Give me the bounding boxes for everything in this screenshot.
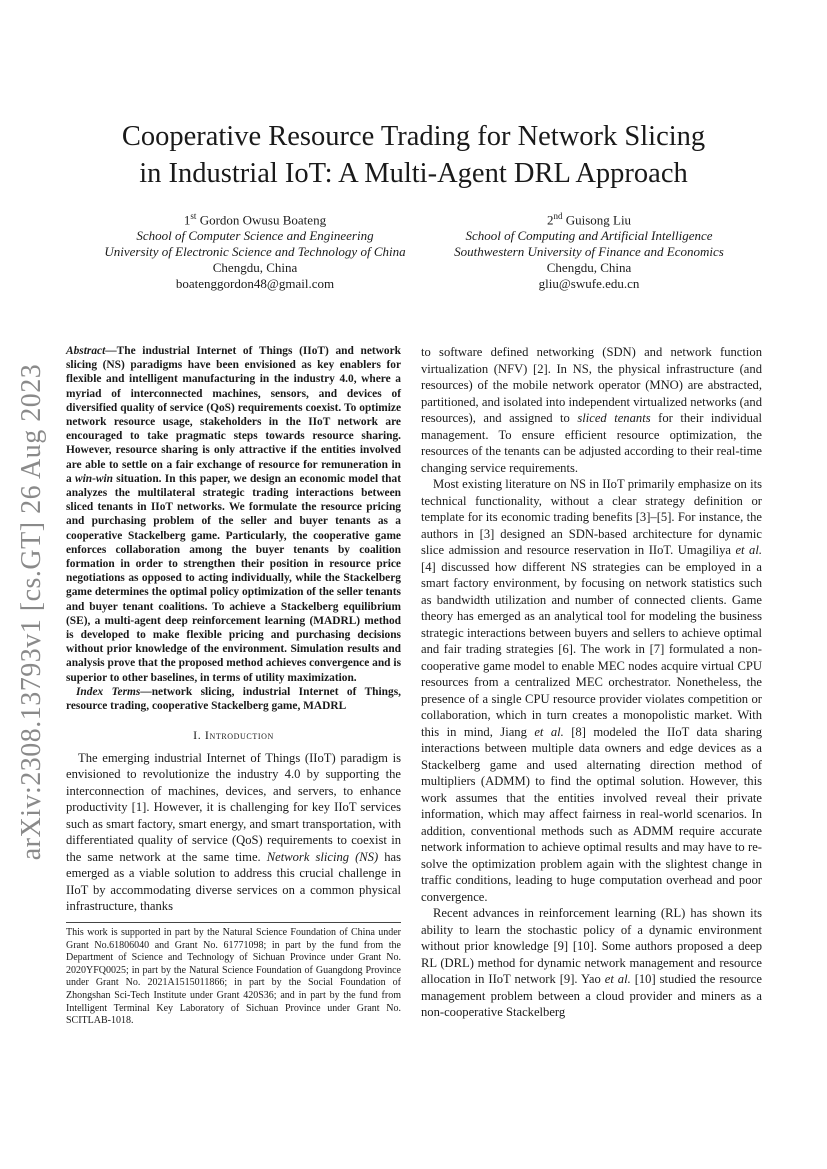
author-name: 2nd Guisong Liu <box>546 211 632 228</box>
funding-footnote: This work is supported in part by the Natural Science Foundation of China under Grant No.61806040 and Grant No. 61771098; in part by the fund from the Department of Science and Technology of Sichuan Province under Grant No. 2020YFQ0025; in part by the Natural Science Foundation of Guangdong Province under Grant No. 2021A1515011866; in part by the Social Foundation of Zhongshan Sci-Tech Institute under Grant 420S36; and in part by the fund from Intelligent Terminal Key Laboratory of Sichuan Province under Grant No. SCITLAB-1018. <box>66 922 401 1028</box>
author-block-1 <box>90 208 420 292</box>
index-terms: Index Terms—network slicing, industrial Internet of Things, resource trading, cooperative Stackelberg game, MADRL <box>66 685 401 713</box>
section-heading-introduction: I. Introduction <box>193 728 274 743</box>
author-email: boatenggordon48@gmail.com <box>175 276 335 292</box>
right-column <box>421 344 762 1021</box>
author-institution: University of Electronic Science and Technology of China <box>104 244 406 260</box>
arxiv-sidebar <box>10 352 54 872</box>
author-block-2 <box>444 208 734 292</box>
author-name: 1st Gordon Owusu Boateng <box>183 211 327 228</box>
author-city: Chengdu, China <box>546 260 632 276</box>
author-institution: Southwestern University of Finance and Economics <box>454 244 724 260</box>
author-affiliation: School of Computing and Artificial Intelligence <box>465 228 713 244</box>
author-affiliation: School of Computer Science and Engineering <box>136 228 374 244</box>
abstract: Abstract—The industrial Internet of Things (IIoT) and network slicing (NS) paradigms have been envisioned as key enablers for flexible and intelligent manufacturing in the industry 4.0, where a myriad of interconnected machines, sensors, and devices of diversified quality of service (QoS) requirements coexist. To optimize network resource usage, stakeholders in the IIoT network are encouraged to take pragmatic steps towards resource sharing. However, resource sharing is only attractive if the entities involved are able to settle on a fair exchange of resource for remuneration in a win-win situation. In this paper, we design an economic model that analyzes the multilateral strategic trading interactions between sliced tenants in IIoT networks. We formulate the resource pricing and purchasing problem of the seller and buyer tenants as a cooperative Stackelberg game. Particularly, the cooperative game enforces collaboration among the buyer tenants by coalition formation in order to strengthen their position in resource price negotiations as opposed to acting individually, while the Stackelberg game determines the optimal policy optimization of the seller tenants and buyer tenant coalitions. To achieve a Stackelberg equilibrium (SE), a multi-agent deep reinforcement learning (MADRL) method is developed to make flexible pricing and purchasing decisions without prior knowledge of the environment. Simulation results and analysis prove that the proposed method achieves convergence and is superior to other baselines, in terms of utility maximization. <box>66 345 401 684</box>
left-column <box>66 344 401 915</box>
literature-paragraph: Most existing literature on NS in IIoT primarily emphasize on its technical functionality, without a clear strategy definition or template for its economic trading benefits [3]–[5]. For instance, the authors in [3] designed an SDN-based architecture for dynamic slice admission and resource reservation in IIoT. Umagiliya et al. [4] discussed how different NS strategies can be employed in a smart factory environment, by focusing on network statistics such as bandwidth utilization and number of connected clients. Game theory has emerged as an analytical tool for modeling the business strategic interactions between buyers and sellers to achieve optimal and fair trading strategies [6]. The work in [7] formulated a non-cooperative game model to enable MEC nodes acquire virtual CPU resources from a centralized MEC orchestrator. Nonetheless, the presence of a single CPU resource provider violates competition or collaboration, which in turn creates a monopolistic market. With this in mind, Jiang et al. [8] modeled the IIoT data sharing interactions between multiple data owners and edge devices as a Stackelberg game and used alternating direction method of multipliers (ADMM) to find the optimal solution. However, this work assumes that the entities involved reveal their private information, which may affect fairness in real-world scenarios. In addition, conventional methods such as ADMM require accurate network information to achieve optimal results and may have to re-solve the optimization problem again with the slightest change in traffic conditions, leading to huge computation overhead and poor convergence. <box>421 477 762 904</box>
intro-paragraph: The emerging industrial Internet of Things (IIoT) paradigm is envisioned to revolutionize the industry 4.0 by supporting the interconnection of machines, devices, and servers, to enhance productivity [1]. However, it is challenging for key IIoT services such as smart factory, smart energy, and smart transportation, with differentiated quality of service (QoS) requirements to coexist in the same network at the same time. Network slicing (NS) has emerged as a viable solution to address this crucial challenge in IIoT by accommodating diverse services on a common physical infrastructure, thanks <box>66 750 402 914</box>
title-line-1: Cooperative Resource Trading for Network Slicing <box>121 121 706 152</box>
paper-title <box>60 118 767 192</box>
author-email: gliu@swufe.edu.cn <box>538 276 640 292</box>
arxiv-identifier: arXiv:2308.13793v1 [cs.GT] 26 Aug 2023 <box>16 363 47 861</box>
intro-paragraph-continued: to software defined networking (SDN) and network function virtualization (NFV) [2]. In NS, the physical infrastructure (and resources) of the mobile network operator (MNO) are abstracted, partitioned, and isolated into independent virtualized networks (and resources), and assigned to sliced tenants for their individual management. To ensure efficient resource optimization, the resources of the tenants can be adjusted according to their real-time changing service requirements. <box>421 345 763 475</box>
author-city: Chengdu, China <box>212 260 298 276</box>
title-line-2: in Industrial IoT: A Multi-Agent DRL Approach <box>139 158 688 189</box>
rl-paragraph: Recent advances in reinforcement learning (RL) has shown its ability to learn the stochastic policy of a dynamic environment without prior knowledge [9] [10]. Some authors proposed a deep RL (DRL) method for dynamic network management and resource allocation in IIoT network [9]. Yao et al. [10] studied the resource management problem between a cloud provider and miners as a non-cooperative Stackelberg <box>421 906 762 1019</box>
